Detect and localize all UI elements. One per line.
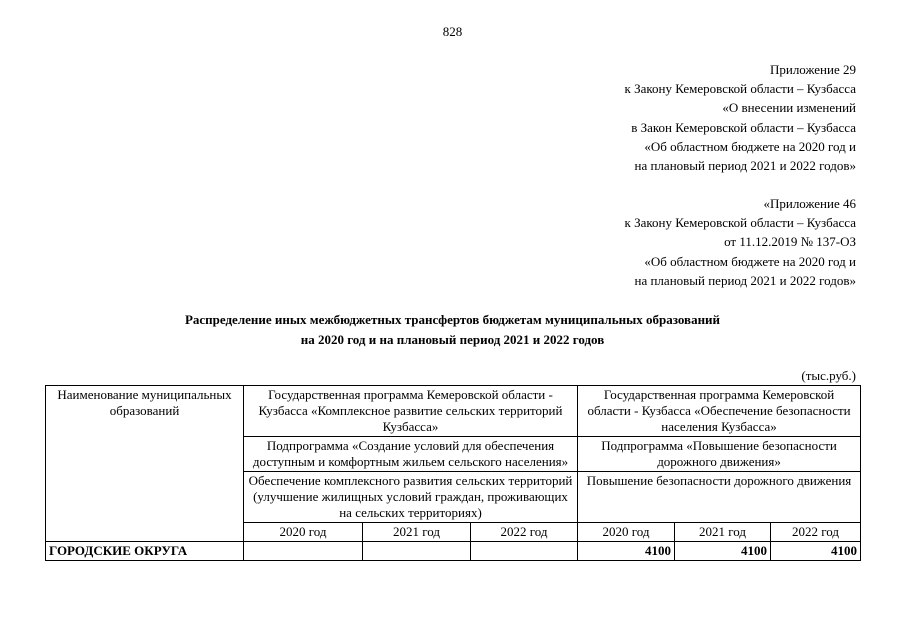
value-cell	[244, 542, 363, 561]
appendix-line: от 11.12.2019 № 137-ОЗ	[724, 234, 856, 250]
appendix-line: на плановый период 2021 и 2022 годов»	[634, 272, 856, 288]
table-header-row	[46, 386, 861, 437]
value-cell: 4100	[578, 542, 675, 561]
table-row	[46, 542, 861, 561]
appendix-line: Приложение 29	[769, 62, 856, 77]
activity-header: Повышение безопасности дорожного движения	[578, 472, 861, 523]
year-header: 2021 год	[675, 523, 771, 542]
program-header: Государственная программа Кемеровской области - Кузбасса «Обеспечение безопасности населения Кузбасса»	[578, 386, 861, 437]
units-label: (тыс.руб.)	[801, 368, 856, 383]
appendix-46-reference	[625, 194, 857, 290]
subprogram-header: Подпрограмма «Создание условий для обеспечения доступным и комфортным жильем сельского населения»	[244, 437, 578, 472]
program-header: Государственная программа Кемеровской области - Кузбасса «Комплексное развитие сельских территорий Кузбасса»	[244, 386, 578, 437]
value-cell: 4100	[675, 542, 771, 561]
appendix-line: в Закон Кемеровской области – Кузбасса	[631, 119, 856, 135]
value-cell	[471, 542, 578, 561]
year-header: 2020 год	[244, 523, 363, 542]
appendix-29-reference	[625, 60, 857, 175]
title-line: Распределение иных межбюджетных трансфертов бюджетам муниципальных образований	[184, 312, 721, 327]
name-column-header: Наименование муниципальных образований	[46, 386, 244, 542]
appendix-line: «О внесении изменений	[722, 100, 856, 116]
title-line: на 2020 год и на плановый период 2021 и 2022 годов	[300, 332, 605, 347]
row-label: ГОРОДСКИЕ ОКРУГА	[46, 542, 244, 561]
year-header: 2022 год	[471, 523, 578, 542]
year-header: 2021 год	[363, 523, 471, 542]
appendix-line: к Закону Кемеровской области – Кузбасса	[624, 81, 856, 97]
transfers-table	[45, 385, 861, 561]
year-header: 2020 год	[578, 523, 675, 542]
appendix-line: «Об областном бюджете на 2020 год и	[644, 253, 856, 269]
appendix-line: к Закону Кемеровской области – Кузбасса	[624, 215, 856, 231]
appendix-line: на плановый период 2021 и 2022 годов»	[634, 158, 856, 174]
subprogram-header: Подпрограмма «Повышение безопасности дорожного движения»	[578, 437, 861, 472]
appendix-line: «Об областном бюджете на 2020 год и	[644, 138, 856, 154]
document-title	[0, 310, 905, 350]
value-cell	[363, 542, 471, 561]
page-number: 828	[442, 24, 463, 39]
year-header: 2022 год	[771, 523, 861, 542]
appendix-line: «Приложение 46	[763, 196, 856, 211]
value-cell: 4100	[771, 542, 861, 561]
activity-header: Обеспечение комплексного развития сельских территорий (улучшение жилищных условий граждан, проживающих на сельских территориях)	[244, 472, 578, 523]
